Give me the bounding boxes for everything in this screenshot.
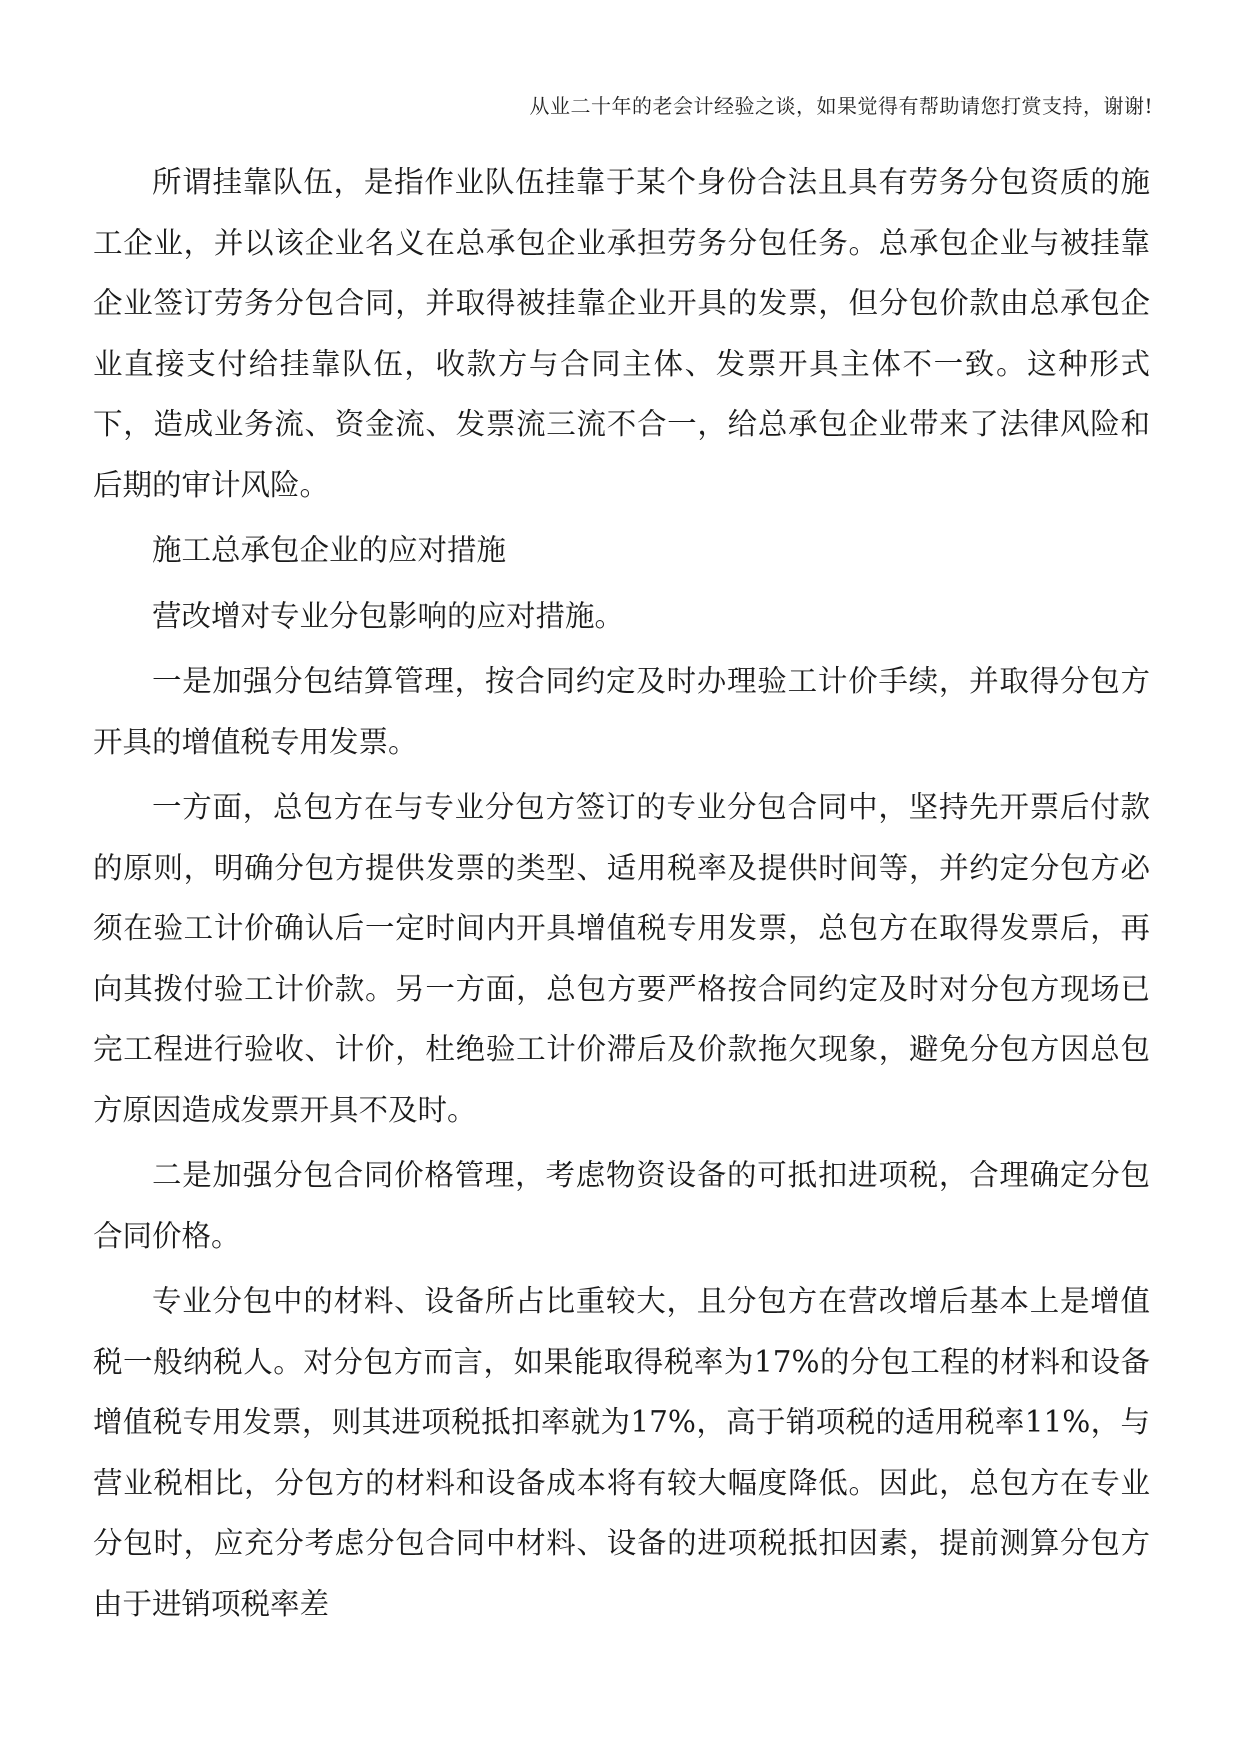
paragraph-measure-two: 二是加强分包合同价格管理，考虑物资设备的可抵扣进项税，合理确定分包合同价格。 — [93, 1158, 1150, 1253]
section-heading-countermeasures: 施工总承包企业的应对措施 — [152, 533, 507, 567]
document-body — [93, 152, 1150, 1639]
paragraph-measure-two-detail: 专业分包中的材料、设备所占比重较大，且分包方在营改增后基本上是增值税一般纳税人。对分包方而言，如果能取得税率为17%的分包工程的材料和设备增值税专用发票，则其进项税抵扣率就为17%，高于销项税的适用税率11%，与营业税相比，分包方的材料和设备成本将有较大幅度降低。因此，总包方在专业分包时，应充分考虑分包合同中材料、设备的进项税抵扣因素，提前测算分包方由于进销项税率差 — [93, 1284, 1150, 1621]
page-header: 从业二十年的老会计经验之谈，如果觉得有帮助请您打赏支持，谢谢! — [529, 94, 1153, 118]
subsection-heading-professional-subcontract: 营改增对专业分包影响的应对措施。 — [152, 598, 625, 633]
paragraph-measure-one: 一是加强分包结算管理，按合同约定及时办理验工计价手续，并取得分包方开具的增值税专用发票。 — [93, 664, 1150, 759]
paragraph-measure-one-detail: 一方面，总包方在与专业分包方签订的专业分包合同中，坚持先开票后付款的原则，明确分包方提供发票的类型、适用税率及提供时间等，并约定分包方必须在验工计价确认后一定时间内开具增值税专用发票，总包方在取得发票后，再向其拨付验工计价款。另一方面，总包方要严格按合同约定及时对分包方现场已完工程进行验收、计价，杜绝验工计价滞后及价款拖欠现象，避免分包方因总包方原因造成发票开具不及时。 — [93, 790, 1150, 1127]
paragraph-affiliated-teams: 所谓挂靠队伍，是指作业队伍挂靠于某个身份合法且具有劳务分包资质的施工企业，并以该企业名义在总承包企业承担劳务分包任务。总承包企业与被挂靠企业签订劳务分包合同，并取得被挂靠企业开具的发票，但分包价款由总承包企业直接支付给挂靠队伍，收款方与合同主体、发票开具主体不一致。这种形式下，造成业务流、资金流、发票流三流不合一，给总承包企业带来了法律风险和后期的审计风险。 — [93, 165, 1150, 502]
